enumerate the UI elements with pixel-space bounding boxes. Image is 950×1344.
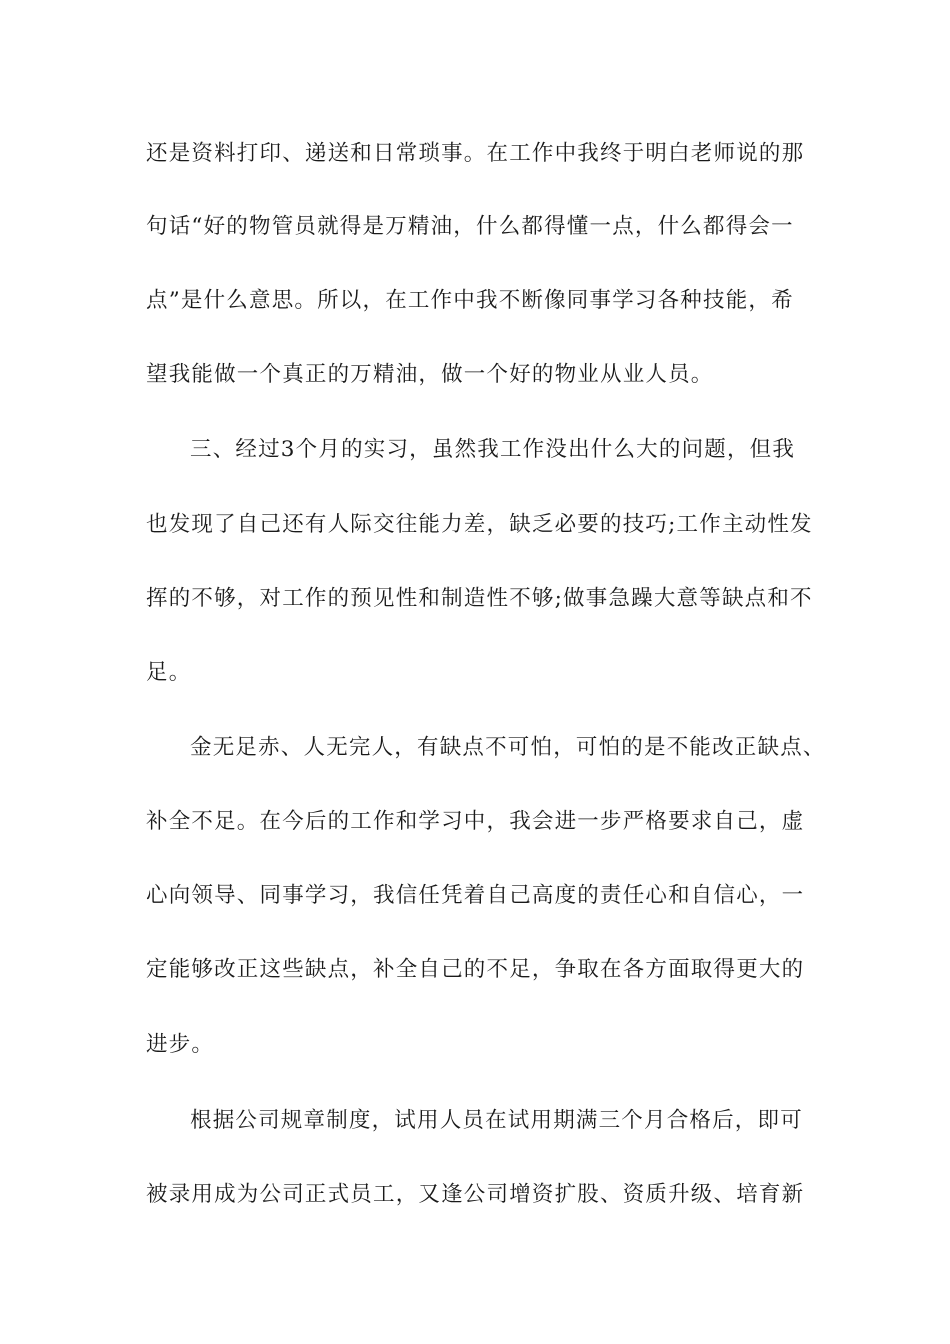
paragraph-first-line: 根据公司规章制度，试用人员在试用期满三个月合格后，即可 [190,1108,803,1133]
text-line: 挥的不够，对工作的预见性和制造性不够;做事急躁大意等缺点和不 [146,586,813,611]
paragraph-first-line: 金无足赤、人无完人，有缺点不可怕，可怕的是不能改正缺点、 [190,735,826,760]
text-line: 点”是什么意思。所以，在工作中我不断像同事学习各种技能，希 [146,288,794,313]
text-line: 足。 [146,660,192,685]
text-line: 进步。 [146,1032,215,1057]
paragraph-first-line: 三、经过3个月的实习，虽然我工作没出什么大的问题，但我 [190,437,796,462]
text-line: 也发现了自己还有人际交往能力差，缺乏必要的技巧;工作主动性发 [146,512,813,537]
text-line: 补全不足。在今后的工作和学习中，我会进一步严格要求自己，虚 [146,809,805,834]
text-line: 被录用成为公司正式员工，又逢公司增资扩股、资质升级、培育新 [146,1182,805,1207]
text-line: 句话“好的物管员就得是万精油，什么都得懂一点，什么都得会一 [146,214,794,239]
text-line: 心向领导、同事学习，我信任凭着自己高度的责任心和自信心，一 [146,883,805,908]
text-line: 望我能做一个真正的万精油，做一个好的物业从业人员。 [146,362,714,387]
text-line: 定能够改正这些缺点，补全自己的不足，争取在各方面取得更大的 [146,957,805,982]
text-line: 还是资料打印、递送和日常琐事。在工作中我终于明白老师说的那 [146,141,805,166]
